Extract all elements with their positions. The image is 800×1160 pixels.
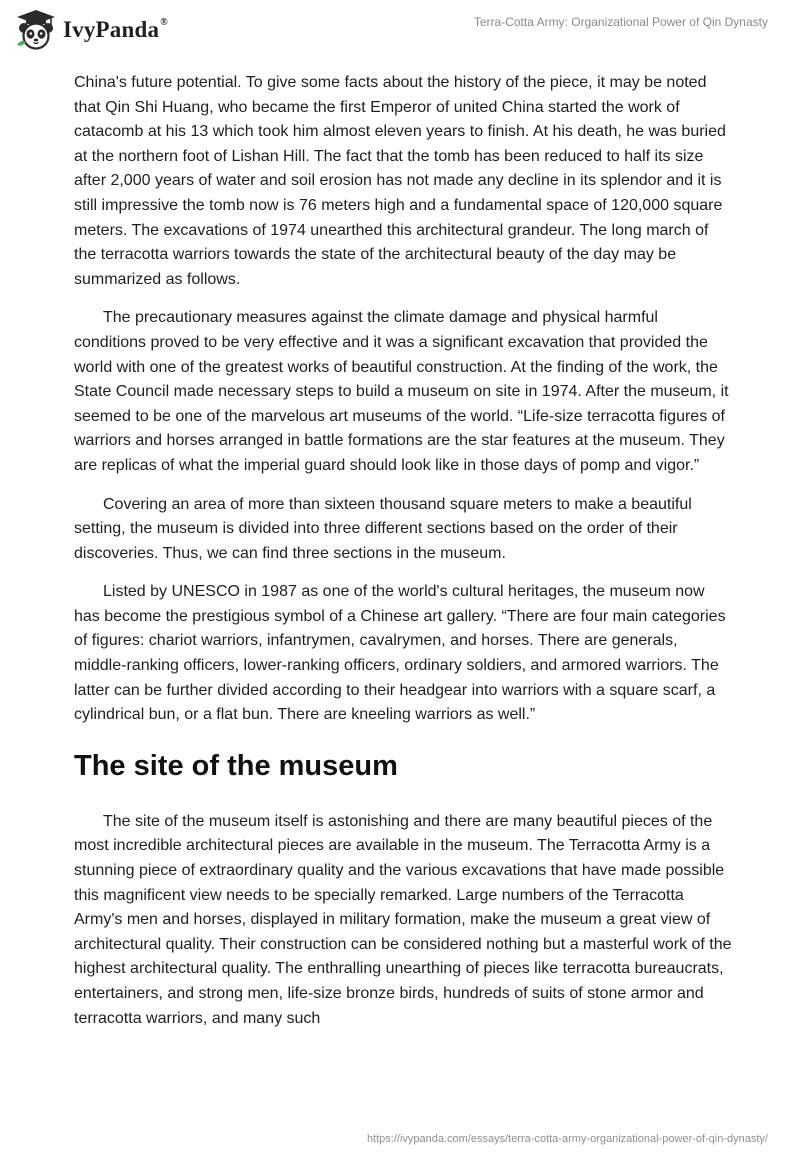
- panda-graduate-icon: [14, 9, 58, 51]
- section-heading: The site of the museum: [74, 749, 398, 782]
- document-title: Terra-Cotta Army: Organizational Power of Qin Dynasty: [473, 15, 768, 29]
- essay-body: [74, 71, 734, 1045]
- paragraph: Listed by UNESCO in 1987 as one of the world's cultural heritages, the museum now has become the prestigious symbol of a Chinese art gallery. “There are four main categories of figures: chariot warriors, infantrymen, cavalrymen, and horses. There are generals, middle-ranking officers, lower-ranking officers, ordinary soldiers, and armored warriors. The latter can be further divided according to their headgear into warriors with a square scarf, a cylindrical bun, or a flat bun. There are kneeling warriors as well.”: [74, 583, 726, 724]
- paragraph: The site of the museum itself is astonishing and there are many beautiful pieces of the most incredible architectural pieces are available in the museum. The Terracotta Army is a stunning piece of extraordinary quality and the various excavations that have made possible this magnificent view needs to be specially remarked. Large numbers of the Terracotta Army's men and horses, displayed in military formation, make the museum a great view of architectural quality. Their construction can be considered nothing but a masterful work of the highest architectural quality. The enthralling unearthing of pieces like terracotta bureaucrats, entertainers, and strong men, life-size bronze birds, hundreds of suits of stone armor and terracotta warriors, and many such: [74, 812, 732, 1027]
- ivypanda-logo[interactable]: [14, 9, 168, 51]
- source-url[interactable]: https://ivypanda.com/essays/terra-cotta-army-organizational-power-of-qin-dynasty/: [366, 1133, 768, 1145]
- brand-name: IvyPanda®: [63, 17, 168, 42]
- paragraph: The precautionary measures against the climate damage and physical harmful conditions proved to be very effective and it was a significant excavation that provided the world with one of the greatest works of beautiful construction. At the finding of the work, the State Council made necessary steps to build a museum on site in 1974. After the museum, it seemed to be one of the marvelous art museums of the world. “Life-size terracotta figures of warriors and horses arranged in battle formations are the star features at the museum. They are replicas of what the imperial guard should look like in those days of pomp and vigor.”: [74, 309, 729, 474]
- page-header: [0, 0, 800, 60]
- paragraph: Covering an area of more than sixteen thousand square meters to make a beautiful setting, the museum is divided into three different sections based on the order of their discoveries. Thus, we can find three sections in the museum.: [74, 495, 692, 562]
- paragraph: China's future potential. To give some facts about the history of the piece, it may be noted that Qin Shi Huang, who became the first Emperor of united China started the work of catacomb at his 13 which took him almost eleven years to finish. At his death, he was buried at the northern foot of Lishan Hill. The fact that the tomb has been reduced to half its size after 2,000 years of water and soil erosion has not made any decline in its splendor and it is still impressive the tomb now is 76 meters high and a fundamental space of 120,000 square meters. The excavations of 1974 unearthed this architectural grandeur. The long march of the terracotta warriors towards the state of the architectural beauty of the day may be summarized as follows.: [74, 74, 726, 288]
